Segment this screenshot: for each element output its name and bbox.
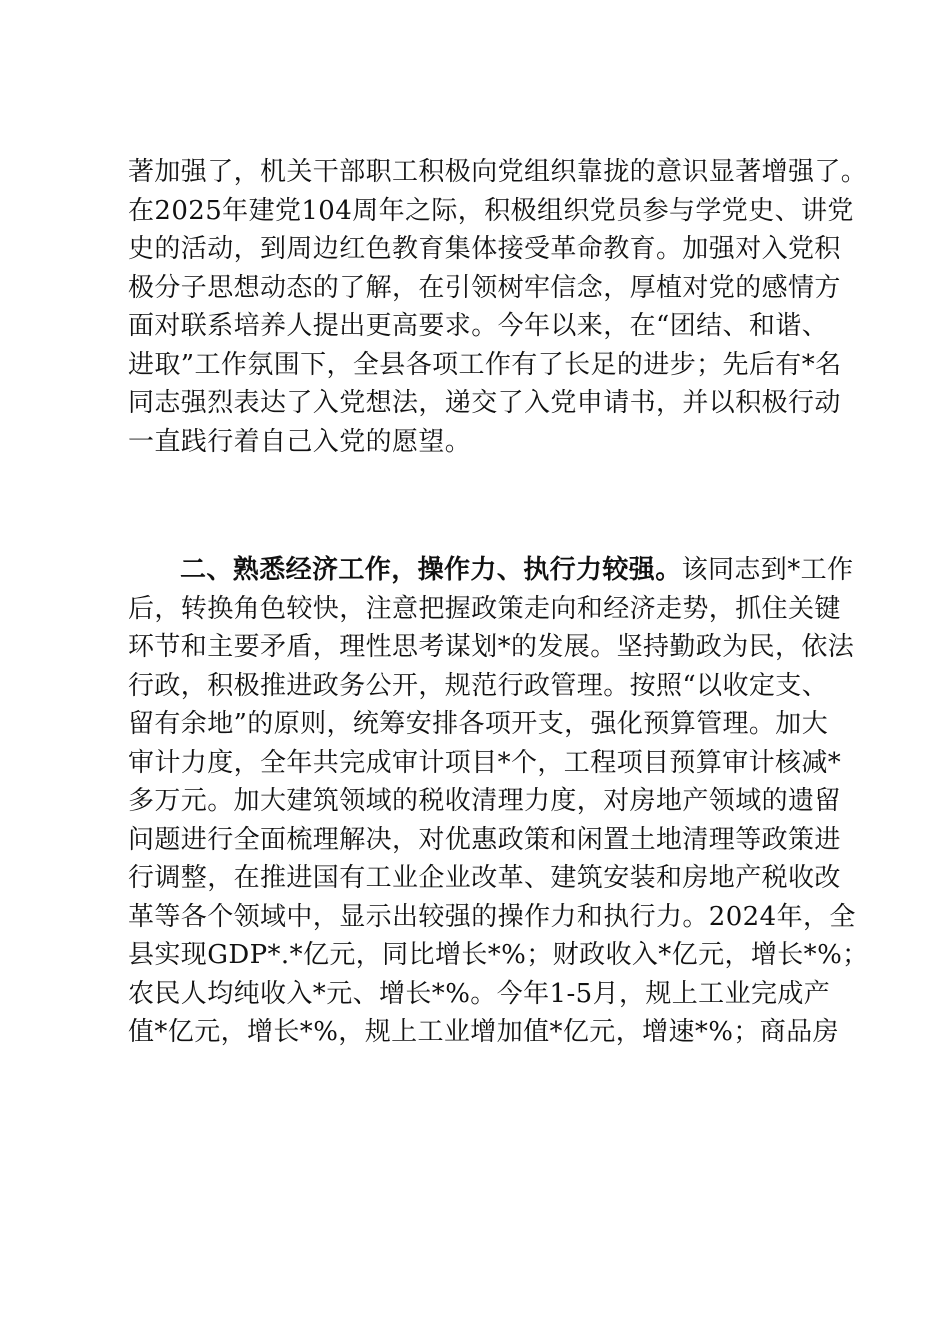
text-line: 后，转换角色较快，注意把握政策走向和经济走势，抓住关键	[128, 593, 841, 624]
text-line: 问题进行全面梳理解决，对优惠政策和闲置土地清理等政策进	[128, 824, 841, 855]
text-line: 审计力度，全年共完成审计项目*个，工程项目预算审计核减*	[128, 747, 842, 778]
paragraph-party-building	[128, 153, 868, 461]
text-line: 多万元。加大建筑领域的税收清理力度，对房地产领域的遗留	[128, 786, 841, 816]
text-line: 环节和主要矛盾，理性思考谋划*的发展。坚持勤政为民，依法	[128, 632, 855, 662]
text-line: 行政，积极推进政务公开，规范行政管理。按照“以收定支、	[128, 670, 829, 701]
text-run: 该同志到*工作	[681, 555, 854, 585]
text-line: 在2025年建党104周年之际，积极组织党员参与学党史、讲党	[128, 195, 854, 226]
paragraph-economic-work	[128, 551, 869, 1052]
text-line: 一直践行着自己入党的愿望。	[128, 426, 472, 457]
text-line: 县实现GDP*.*亿元，同比增长*%；财政收入*亿元，增长*%；	[128, 940, 869, 970]
text-line: 行调整，在推进国有工业企业改革、建筑安装和房地产税收改	[128, 863, 841, 893]
text-line: 留有余地”的原则，统筹安排各项开支，强化预算管理。加大	[128, 709, 829, 739]
section-heading: 二、熟悉经济工作，操作力、执行力较强。	[180, 555, 682, 585]
text-line: 农民人均纯收入*元、增长*%。今年1-5月，规上工业完成产	[128, 978, 831, 1009]
text-line: 值*亿元，增长*%，规上工业增加值*亿元，增速*%；商品房	[128, 1017, 840, 1047]
paragraph-first-line	[128, 551, 854, 590]
text-line: 史的活动，到周边红色教育集体接受革命教育。加强对入党积	[128, 234, 841, 264]
text-line: 极分子思想动态的了解，在引领树牢信念，厚植对党的感情方	[128, 272, 841, 303]
text-line: 面对联系培养人提出更高要求。今年以来，在“团结、和谐、	[128, 311, 829, 341]
text-line: 进取”工作氛围下，全县各项工作有了长足的进步；先后有*名	[128, 349, 842, 380]
text-line: 革等各个领域中，显示出较强的操作力和执行力。2024年，全	[128, 901, 856, 932]
text-line: 著加强了，机关干部职工积极向党组织靠拢的意识显著增强了。	[128, 157, 868, 187]
text-line: 同志强烈表达了入党想法，递交了入党申请书，并以积极行动	[128, 388, 841, 418]
